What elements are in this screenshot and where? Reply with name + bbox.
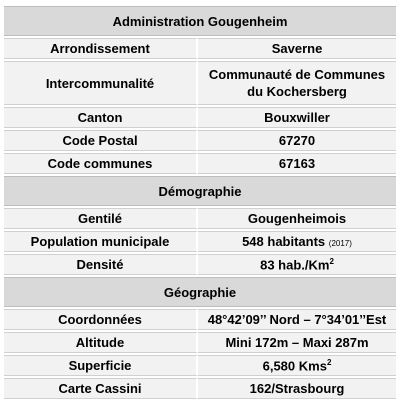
population-year-note: (2017) [328, 239, 352, 248]
section-header-demographie [4, 176, 396, 206]
infobox-title: Administration Gougenheim [4, 6, 396, 36]
row-label: Coordonnées [4, 309, 198, 330]
row-label: Superficie [4, 355, 198, 376]
population-value: 548 habitants [242, 234, 326, 249]
table-row-population [4, 231, 396, 252]
row-value [198, 61, 396, 105]
superficie-value: 6,580 Kms [262, 358, 327, 374]
section-header-administration [4, 6, 396, 36]
row-label: Gentilé [4, 208, 198, 229]
table-row-densite [4, 254, 396, 275]
row-value [198, 254, 396, 275]
table-row-code-postal [4, 130, 396, 151]
row-label: Canton [4, 107, 198, 128]
table-row-canton [4, 107, 396, 128]
table-row-carte-cassini [4, 378, 396, 399]
row-value [198, 231, 396, 252]
section-header-geographie [4, 277, 396, 307]
row-value [198, 355, 396, 376]
row-label: Arrondissement [4, 38, 198, 59]
row-label: Densité [4, 254, 198, 275]
table-row-altitude [4, 332, 396, 353]
row-value: 48°42’09’’ Nord – 7°34’01’’Est [198, 309, 396, 330]
row-label: Intercommunalité [4, 61, 198, 105]
row-label: Code Postal [4, 130, 198, 151]
table-row-intercommunalite [4, 61, 396, 105]
row-value: Gougenheimois [198, 208, 396, 229]
row-value: 67163 [198, 153, 396, 174]
row-value: 67270 [198, 130, 396, 151]
row-label: Code communes [4, 153, 198, 174]
superficie-superscript: 2 [326, 357, 332, 367]
row-label: Population municipale [4, 231, 198, 252]
row-value-line2: du Kochersberg [247, 84, 347, 99]
row-value-line1: Communauté de Communes [208, 67, 386, 82]
table-row-coordonnees [4, 309, 396, 330]
densite-superscript: 2 [329, 256, 334, 266]
row-value: Saverne [198, 38, 396, 59]
row-label: Altitude [4, 332, 198, 353]
row-label: Carte Cassini [4, 378, 198, 399]
section-title: Démographie [4, 176, 396, 206]
densite-value: 83 hab./Km [260, 257, 330, 273]
table-row-code-communes [4, 153, 396, 174]
table-row-gentile [4, 208, 396, 229]
table-row-superficie [4, 355, 396, 376]
row-value: Bouxwiller [198, 107, 396, 128]
commune-infobox [4, 4, 396, 401]
row-value: Mini 172m – Maxi 287m [198, 332, 396, 353]
section-title: Géographie [4, 277, 396, 307]
row-value: 162/Strasbourg [198, 378, 396, 399]
table-row-arrondissement [4, 38, 396, 59]
